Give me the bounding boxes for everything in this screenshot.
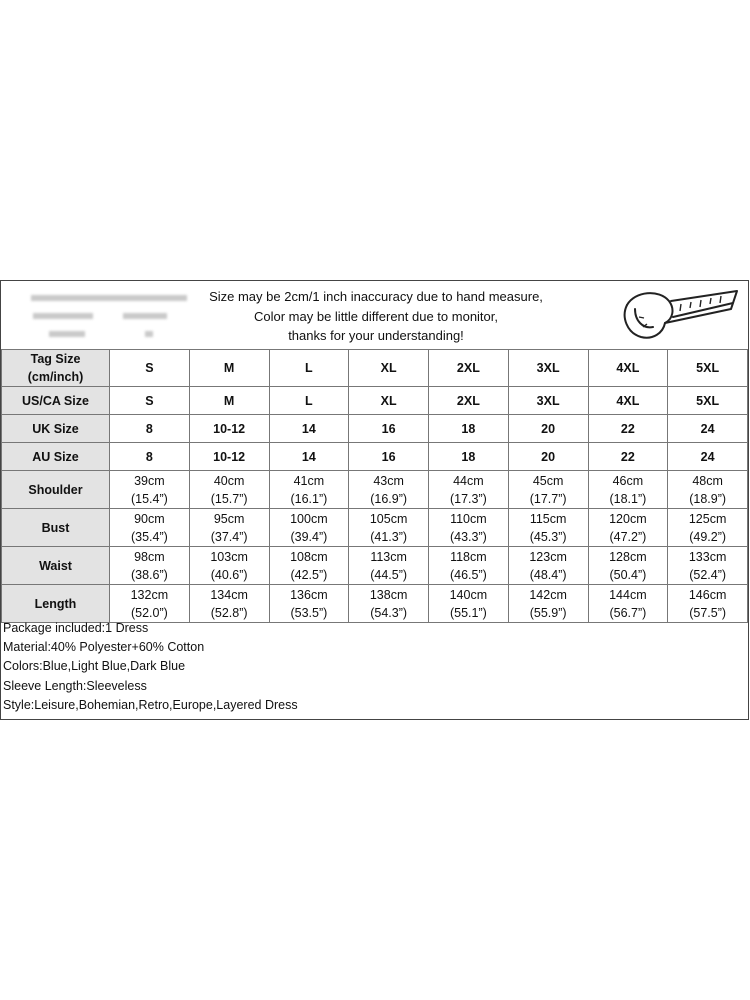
measure-inch: (16.9”) bbox=[370, 491, 408, 506]
size-cell: 10-12 bbox=[189, 443, 269, 471]
measure-cell bbox=[588, 585, 668, 623]
measure-cell bbox=[508, 585, 588, 623]
size-cell: 16 bbox=[349, 443, 429, 471]
size-table bbox=[1, 349, 748, 623]
size-row-label: AU Size bbox=[2, 443, 110, 471]
measure-cm: 146cm bbox=[688, 587, 727, 602]
measure-cell bbox=[110, 509, 190, 547]
measure-cell bbox=[269, 547, 349, 585]
measure-cell bbox=[349, 509, 429, 547]
measure-inch: (57.5”) bbox=[689, 605, 727, 620]
measure-inch: (38.6”) bbox=[130, 567, 168, 582]
measure-cell bbox=[588, 547, 668, 585]
measure-row-label: Bust bbox=[2, 509, 110, 547]
measure-inch: (37.4”) bbox=[210, 529, 248, 544]
measure-inch: (55.1”) bbox=[449, 605, 487, 620]
measure-cm: 98cm bbox=[134, 549, 165, 564]
chart-header bbox=[1, 281, 748, 349]
measure-inch: (43.3”) bbox=[449, 529, 487, 544]
measure-cm: 105cm bbox=[369, 511, 408, 526]
measure-cm: 100cm bbox=[290, 511, 328, 526]
measure-cm: 110cm bbox=[450, 511, 487, 526]
size-cell: 22 bbox=[588, 443, 668, 471]
measure-cm: 103cm bbox=[210, 549, 248, 564]
measure-cell bbox=[429, 471, 509, 509]
measure-cm: 40cm bbox=[213, 473, 245, 488]
size-row-label: UK Size bbox=[2, 415, 110, 443]
size-cell: 10-12 bbox=[189, 415, 269, 443]
size-cell: L bbox=[269, 387, 349, 415]
measure-cm: 115cm bbox=[529, 511, 567, 526]
size-cell: 20 bbox=[508, 415, 588, 443]
tag-size-row bbox=[2, 350, 748, 387]
measure-cm: 43cm bbox=[373, 473, 404, 488]
measure-cell bbox=[349, 585, 429, 623]
measure-cm: 118cm bbox=[450, 549, 487, 564]
size-cell: M bbox=[189, 387, 269, 415]
tag-size-cell: 5XL bbox=[668, 350, 748, 387]
measure-cell bbox=[588, 509, 668, 547]
measure-cm: 136cm bbox=[290, 587, 328, 602]
measure-cell bbox=[189, 509, 269, 547]
notice-line-3: thanks for your understanding! bbox=[288, 328, 464, 343]
measure-inch: (45.3”) bbox=[529, 529, 567, 544]
measure-cell bbox=[429, 585, 509, 623]
product-info bbox=[3, 619, 298, 715]
measure-cm: 133cm bbox=[688, 549, 727, 564]
measure-row-label: Length bbox=[2, 585, 110, 623]
size-cell: 18 bbox=[429, 415, 509, 443]
measure-cm: 123cm bbox=[529, 549, 567, 564]
notice-line-2: Color may be little different due to monitor, bbox=[254, 308, 498, 324]
tag-size-label-line1: Tag Size bbox=[30, 352, 81, 366]
measure-cell bbox=[429, 509, 509, 547]
measure-cm: 144cm bbox=[609, 587, 647, 602]
measure-inch: (56.7”) bbox=[609, 605, 647, 620]
info-package: Package included:1 Dress bbox=[3, 621, 149, 635]
info-sleeve-length: Sleeve Length:Sleeveless bbox=[3, 678, 147, 693]
measure-row-label: Shoulder bbox=[2, 471, 110, 509]
blurred-header-text bbox=[5, 287, 195, 345]
measure-inch: (55.9”) bbox=[529, 605, 567, 620]
tag-size-cell: 3XL bbox=[508, 350, 588, 387]
measure-cm: 41cm bbox=[293, 473, 325, 488]
size-chart bbox=[0, 280, 749, 720]
measure-cm: 140cm bbox=[449, 587, 488, 602]
measure-inch: (41.3”) bbox=[370, 529, 408, 544]
info-colors: Colors:Blue,Light Blue,Dark Blue bbox=[3, 659, 186, 674]
size-cell: 24 bbox=[668, 443, 748, 471]
measure-cell bbox=[269, 585, 349, 623]
measure-inch: (53.5”) bbox=[290, 605, 328, 620]
measure-inch: (17.3”) bbox=[449, 491, 487, 506]
measure-row bbox=[2, 471, 748, 509]
measure-cell bbox=[508, 471, 588, 509]
measure-inch: (16.1”) bbox=[290, 491, 328, 506]
measure-inch: (50.4”) bbox=[609, 567, 647, 582]
size-cell: 18 bbox=[429, 443, 509, 471]
measure-cell bbox=[189, 471, 269, 509]
measure-inch: (44.5”) bbox=[370, 567, 408, 582]
measure-cell bbox=[189, 585, 269, 623]
measure-cm: 113cm bbox=[370, 549, 407, 564]
measure-cm: 120cm bbox=[609, 511, 647, 526]
measure-cm: 138cm bbox=[369, 587, 408, 602]
size-cell: S bbox=[110, 387, 190, 415]
measure-inch: (52.0”) bbox=[130, 605, 168, 620]
measure-cell bbox=[588, 471, 668, 509]
size-cell: 16 bbox=[349, 415, 429, 443]
measure-inch: (18.1”) bbox=[609, 491, 647, 506]
measure-cm: 90cm bbox=[134, 511, 165, 526]
measure-inch: (52.4”) bbox=[689, 567, 727, 582]
tag-size-cell: M bbox=[189, 350, 269, 387]
size-cell: 5XL bbox=[668, 387, 748, 415]
info-style: Style:Leisure,Bohemian,Retro,Europe,Layered Dress bbox=[3, 697, 298, 712]
measure-cm: 39cm bbox=[134, 473, 165, 488]
measure-inch: (18.9”) bbox=[689, 491, 727, 506]
measure-cell bbox=[668, 509, 748, 547]
measure-inch: (15.4”) bbox=[130, 491, 168, 506]
size-cell: XL bbox=[349, 387, 429, 415]
measure-cm: 142cm bbox=[529, 587, 567, 602]
size-cell: 22 bbox=[588, 415, 668, 443]
notice-line-1: Size may be 2cm/1 inch inaccuracy due to hand measure, bbox=[209, 289, 543, 304]
size-row bbox=[2, 443, 748, 471]
measure-cell bbox=[668, 547, 748, 585]
measure-inch: (35.4”) bbox=[130, 529, 168, 544]
size-row bbox=[2, 387, 748, 415]
measure-cm: 46cm bbox=[612, 473, 644, 488]
tag-size-label bbox=[2, 350, 110, 387]
info-material: Material:40% Polyester+60% Cotton bbox=[3, 640, 205, 655]
size-cell: 20 bbox=[508, 443, 588, 471]
measure-inch: (42.5”) bbox=[290, 567, 328, 582]
measure-cell bbox=[349, 547, 429, 585]
measure-inch: (54.3”) bbox=[370, 605, 408, 620]
measure-cm: 132cm bbox=[130, 587, 169, 602]
measure-inch: (46.5”) bbox=[449, 567, 487, 582]
tag-size-cell: S bbox=[110, 350, 190, 387]
size-cell: 14 bbox=[269, 443, 349, 471]
size-row-label: US/CA Size bbox=[2, 387, 110, 415]
tag-size-label-line2: (cm/inch) bbox=[27, 370, 84, 384]
measure-cm: 44cm bbox=[453, 473, 484, 488]
measure-inch: (39.4”) bbox=[290, 529, 328, 544]
size-cell: 2XL bbox=[429, 387, 509, 415]
measure-cm: 95cm bbox=[213, 511, 245, 526]
size-cell: 3XL bbox=[508, 387, 588, 415]
measure-cell bbox=[668, 471, 748, 509]
measure-inch: (52.8”) bbox=[210, 605, 248, 620]
size-cell: 14 bbox=[269, 415, 349, 443]
tag-size-cell: L bbox=[269, 350, 349, 387]
measure-cell bbox=[269, 471, 349, 509]
tag-size-cell: XL bbox=[349, 350, 429, 387]
measure-cell bbox=[189, 547, 269, 585]
measure-cell bbox=[110, 471, 190, 509]
size-row bbox=[2, 415, 748, 443]
measure-inch: (40.6”) bbox=[210, 567, 248, 582]
tag-size-cell: 4XL bbox=[588, 350, 668, 387]
measure-cell bbox=[508, 547, 588, 585]
measure-row bbox=[2, 547, 748, 585]
measure-inch: (17.7”) bbox=[529, 491, 567, 506]
measurement-notice bbox=[191, 287, 561, 346]
measure-cell bbox=[508, 509, 588, 547]
measure-cm: 45cm bbox=[532, 473, 564, 488]
measure-cell bbox=[110, 547, 190, 585]
measure-cm: 48cm bbox=[692, 473, 723, 488]
measure-cell bbox=[269, 509, 349, 547]
measure-inch: (49.2”) bbox=[689, 529, 727, 544]
measure-cm: 128cm bbox=[609, 549, 647, 564]
measure-cm: 125cm bbox=[688, 511, 727, 526]
measure-cm: 108cm bbox=[290, 549, 328, 564]
measure-inch: (48.4”) bbox=[529, 567, 567, 582]
measure-inch: (15.7”) bbox=[210, 491, 248, 506]
measure-cell bbox=[110, 585, 190, 623]
measure-cm: 134cm bbox=[210, 587, 248, 602]
measure-cell bbox=[429, 547, 509, 585]
size-cell: 8 bbox=[110, 415, 190, 443]
measure-row bbox=[2, 585, 748, 623]
size-cell: 24 bbox=[668, 415, 748, 443]
size-cell: 8 bbox=[110, 443, 190, 471]
measure-cell bbox=[349, 471, 429, 509]
measure-row-label: Waist bbox=[2, 547, 110, 585]
measuring-tape-icon bbox=[613, 283, 745, 347]
measure-cell bbox=[668, 585, 748, 623]
size-cell: 4XL bbox=[588, 387, 668, 415]
measure-inch: (47.2”) bbox=[609, 529, 647, 544]
tag-size-cell: 2XL bbox=[429, 350, 509, 387]
measure-row bbox=[2, 509, 748, 547]
